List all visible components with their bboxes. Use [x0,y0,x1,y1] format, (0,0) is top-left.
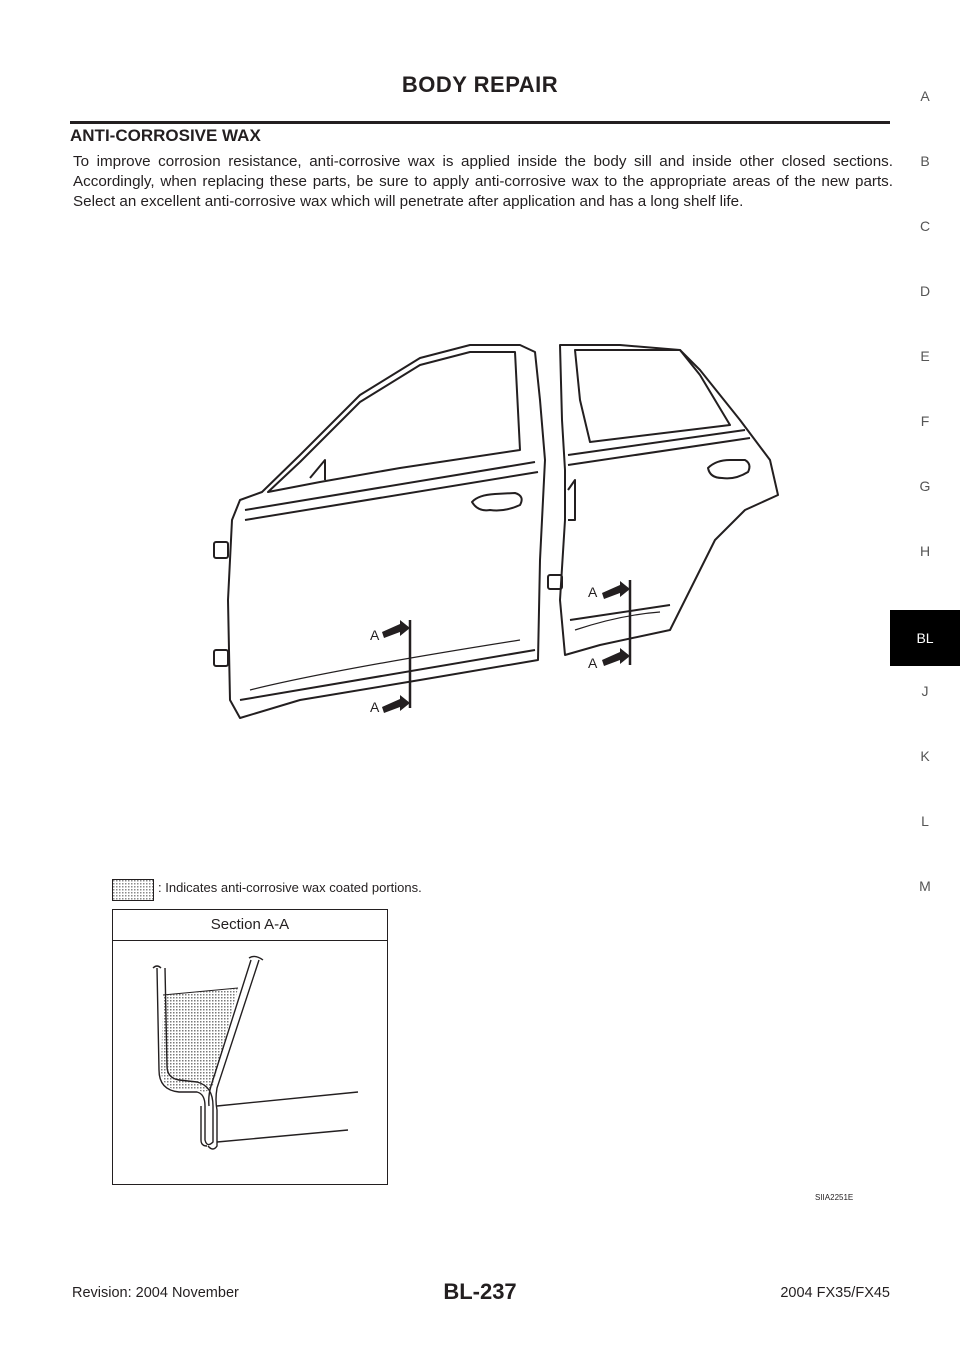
side-tab-d[interactable]: D [919,283,931,299]
rear-door-window [575,350,730,442]
side-tab-g[interactable]: G [919,478,931,494]
legend-text: : Indicates anti-corrosive wax coated portions. [158,880,422,895]
section-a-a-drawing [113,910,387,1184]
callout-a-2: A [370,699,380,715]
callout-a-1: A [370,627,380,643]
callout-a-3: A [588,584,598,600]
side-tab-l[interactable]: L [921,813,929,829]
side-tab-e[interactable]: E [920,348,930,364]
footer-revision: Revision: 2004 November [72,1285,239,1301]
callout-a-4: A [588,655,598,671]
side-tab-a[interactable]: A [920,88,930,104]
figure-code: SIIA2251E [815,1193,854,1202]
door-illustration [100,330,800,750]
heading-rule [70,121,890,124]
footer-page-number: BL-237 [443,1279,517,1304]
section-a-a-title: Section A-A [210,916,290,933]
section-paragraph: To improve corrosion resistance, anti-corrosive wax is applied inside the body sill and inside other closed sections. Accordingly, when replacing these parts, be sure to apply anti-corrosive wax to the appropriate areas of the new parts. Select an excellent anti-corrosive wax which will penetrate after application and has a long shelf life. [73,153,893,210]
section-heading: ANTI-CORROSIVE WAX [70,126,261,145]
side-tab-b[interactable]: B [920,153,930,169]
rear-door-outline [560,345,778,655]
side-tab-f[interactable]: F [920,413,930,429]
side-tab-bl[interactable]: BL [890,610,960,666]
side-tab-h[interactable]: H [919,543,931,559]
rear-door-handle [708,460,749,478]
side-tab-j[interactable]: J [921,683,929,699]
footer-model: 2004 FX35/FX45 [780,1285,890,1301]
front-door-handle [472,493,522,510]
side-tab-c[interactable]: C [919,218,931,234]
side-tab-m[interactable]: M [919,878,931,894]
section-a-a-box [112,909,388,1185]
legend-swatch [112,879,154,901]
page-title: BODY REPAIR [401,72,559,97]
side-tab-k[interactable]: K [920,748,930,764]
